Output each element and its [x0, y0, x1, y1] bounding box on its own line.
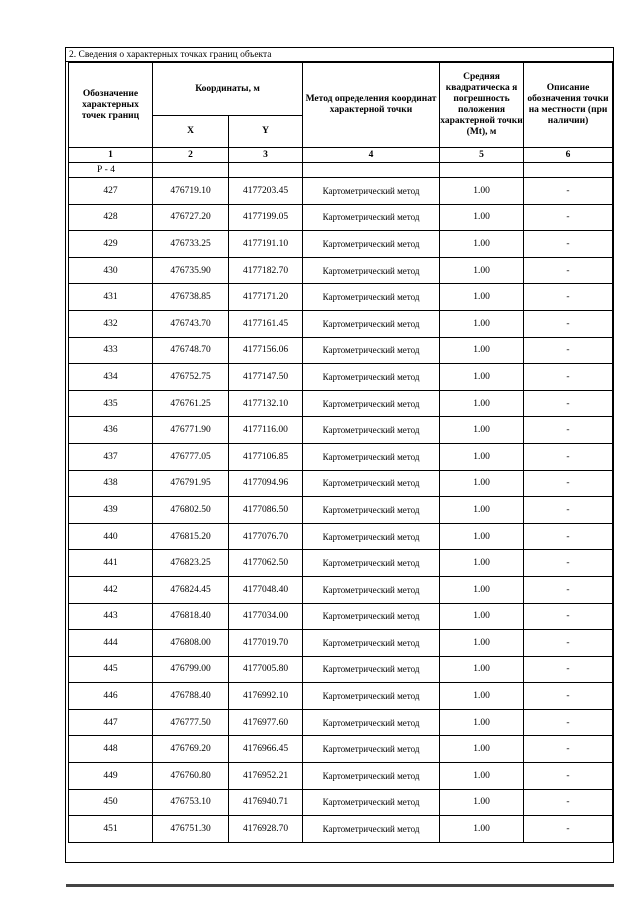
table-row: [69, 576, 613, 603]
coord-x-cell: 476733.25: [153, 231, 229, 258]
column-number: 4: [303, 148, 440, 163]
table-row: [69, 816, 613, 843]
description-cell: -: [524, 443, 613, 470]
method-cell: Картометрический метод: [303, 470, 440, 497]
coord-x-cell: 476777.05: [153, 443, 229, 470]
coord-y-cell: 4176992.10: [229, 683, 303, 710]
mean-error-cell: 1.00: [440, 364, 524, 391]
coord-y-cell: 4177147.50: [229, 364, 303, 391]
table-tail: [66, 849, 613, 862]
mean-error-cell: 1.00: [440, 470, 524, 497]
method-cell: Картометрический метод: [303, 364, 440, 391]
column-number: 3: [229, 148, 303, 163]
description-cell: -: [524, 683, 613, 710]
mean-error-cell: 1.00: [440, 709, 524, 736]
coord-x-cell: 476760.80: [153, 763, 229, 790]
header-mean-error: Средняя квадратическа я погрешность положения характерной точки (Mt), м: [440, 63, 524, 148]
table-row: [69, 683, 613, 710]
point-id-cell: 443: [69, 603, 153, 630]
description-cell: -: [524, 736, 613, 763]
point-id-cell: 429: [69, 231, 153, 258]
header-description: Описание обозначения точки на местности (при наличии): [524, 63, 613, 148]
point-id-cell: 448: [69, 736, 153, 763]
mean-error-cell: 1.00: [440, 816, 524, 843]
method-cell: Картометрический метод: [303, 204, 440, 231]
method-cell: Картометрический метод: [303, 231, 440, 258]
table-row: [69, 231, 613, 258]
description-cell: -: [524, 789, 613, 816]
coord-x-cell: 476815.20: [153, 523, 229, 550]
table-row: [69, 284, 613, 311]
point-id-cell: 438: [69, 470, 153, 497]
table-row: [69, 789, 613, 816]
description-cell: -: [524, 204, 613, 231]
mean-error-cell: 1.00: [440, 603, 524, 630]
method-cell: Картометрический метод: [303, 816, 440, 843]
table-row: [69, 390, 613, 417]
mean-error-cell: 1.00: [440, 789, 524, 816]
method-cell: Картометрический метод: [303, 284, 440, 311]
method-cell: Картометрический метод: [303, 178, 440, 205]
mean-error-cell: 1.00: [440, 257, 524, 284]
method-cell: Картометрический метод: [303, 709, 440, 736]
table-row: [69, 337, 613, 364]
mean-error-cell: 1.00: [440, 337, 524, 364]
coord-y-cell: 4176952.21: [229, 763, 303, 790]
point-id-cell: 447: [69, 709, 153, 736]
coord-y-cell: 4177034.00: [229, 603, 303, 630]
method-cell: Картометрический метод: [303, 443, 440, 470]
coord-x-cell: 476808.00: [153, 630, 229, 657]
coord-y-cell: 4177076.70: [229, 523, 303, 550]
header-y: Y: [229, 116, 303, 148]
coord-x-cell: 476818.40: [153, 603, 229, 630]
description-cell: -: [524, 178, 613, 205]
coord-y-cell: 4176977.60: [229, 709, 303, 736]
coord-x-cell: 476751.30: [153, 816, 229, 843]
table-row: [69, 257, 613, 284]
coord-y-cell: 4177019.70: [229, 630, 303, 657]
table-row: [69, 523, 613, 550]
mean-error-cell: 1.00: [440, 178, 524, 205]
description-cell: -: [524, 417, 613, 444]
description-cell: -: [524, 576, 613, 603]
method-cell: Картометрический метод: [303, 683, 440, 710]
point-id-cell: 431: [69, 284, 153, 311]
method-cell: Картометрический метод: [303, 497, 440, 524]
boundary-points-table: [68, 62, 613, 843]
coord-y-cell: 4177182.70: [229, 257, 303, 284]
table-row: [69, 763, 613, 790]
mean-error-cell: 1.00: [440, 497, 524, 524]
method-cell: Картометрический метод: [303, 576, 440, 603]
coord-x-cell: 476752.75: [153, 364, 229, 391]
point-id-cell: 427: [69, 178, 153, 205]
header-x: X: [153, 116, 229, 148]
coord-y-cell: 4177116.00: [229, 417, 303, 444]
coord-x-cell: 476753.10: [153, 789, 229, 816]
coord-y-cell: 4177094.96: [229, 470, 303, 497]
point-id-cell: 445: [69, 656, 153, 683]
mean-error-cell: 1.00: [440, 736, 524, 763]
description-cell: -: [524, 257, 613, 284]
description-cell: -: [524, 364, 613, 391]
column-number: 2: [153, 148, 229, 163]
section-title: 2. Сведения о характерных точках границ объекта: [66, 48, 613, 62]
header-method: Метод определения координат характерной точки: [303, 63, 440, 148]
coord-x-cell: 476761.25: [153, 390, 229, 417]
method-cell: Картометрический метод: [303, 417, 440, 444]
table-row: [69, 178, 613, 205]
point-id-cell: 444: [69, 630, 153, 657]
method-cell: Картометрический метод: [303, 656, 440, 683]
coord-y-cell: 4176966.45: [229, 736, 303, 763]
coord-x-cell: 476769.20: [153, 736, 229, 763]
coord-x-cell: 476771.90: [153, 417, 229, 444]
method-cell: Картометрический метод: [303, 736, 440, 763]
point-id-cell: 430: [69, 257, 153, 284]
table-row: [69, 603, 613, 630]
description-cell: -: [524, 816, 613, 843]
table-row: [69, 630, 613, 657]
description-cell: -: [524, 550, 613, 577]
method-cell: Картометрический метод: [303, 257, 440, 284]
table-row: [69, 417, 613, 444]
mean-error-cell: 1.00: [440, 550, 524, 577]
coord-x-cell: 476738.85: [153, 284, 229, 311]
description-cell: -: [524, 656, 613, 683]
coord-y-cell: 4177156.06: [229, 337, 303, 364]
header-point-designation: Обозначение характерных точек границ: [69, 63, 153, 148]
mean-error-cell: 1.00: [440, 417, 524, 444]
description-cell: -: [524, 709, 613, 736]
point-id-cell: 433: [69, 337, 153, 364]
point-id-cell: 436: [69, 417, 153, 444]
description-cell: -: [524, 390, 613, 417]
method-cell: Картометрический метод: [303, 310, 440, 337]
table-row: [69, 709, 613, 736]
mean-error-cell: 1.00: [440, 231, 524, 258]
table-row: [69, 736, 613, 763]
description-cell: -: [524, 231, 613, 258]
description-cell: -: [524, 337, 613, 364]
mean-error-cell: 1.00: [440, 284, 524, 311]
coord-x-cell: 476719.10: [153, 178, 229, 205]
mean-error-cell: 1.00: [440, 443, 524, 470]
coord-y-cell: 4177161.45: [229, 310, 303, 337]
point-id-cell: 437: [69, 443, 153, 470]
method-cell: Картометрический метод: [303, 390, 440, 417]
coord-x-cell: 476802.50: [153, 497, 229, 524]
mean-error-cell: 1.00: [440, 523, 524, 550]
point-id-cell: 434: [69, 364, 153, 391]
group-row: [69, 163, 613, 178]
method-cell: Картометрический метод: [303, 630, 440, 657]
mean-error-cell: 1.00: [440, 390, 524, 417]
coord-y-cell: 4176928.70: [229, 816, 303, 843]
coord-y-cell: 4177106.85: [229, 443, 303, 470]
point-id-cell: 441: [69, 550, 153, 577]
table-row: [69, 204, 613, 231]
coord-y-cell: 4177191.10: [229, 231, 303, 258]
coord-x-cell: 476748.70: [153, 337, 229, 364]
column-number: 6: [524, 148, 613, 163]
coord-x-cell: 476743.70: [153, 310, 229, 337]
table-row: [69, 364, 613, 391]
method-cell: Картометрический метод: [303, 603, 440, 630]
coord-y-cell: 4176940.71: [229, 789, 303, 816]
table-row: [69, 550, 613, 577]
method-cell: Картометрический метод: [303, 789, 440, 816]
description-cell: -: [524, 630, 613, 657]
point-id-cell: 440: [69, 523, 153, 550]
coord-x-cell: 476735.90: [153, 257, 229, 284]
coord-x-cell: 476824.45: [153, 576, 229, 603]
coord-x-cell: 476788.40: [153, 683, 229, 710]
mean-error-cell: 1.00: [440, 656, 524, 683]
coord-x-cell: 476823.25: [153, 550, 229, 577]
point-id-cell: 428: [69, 204, 153, 231]
method-cell: Картометрический метод: [303, 763, 440, 790]
mean-error-cell: 1.00: [440, 683, 524, 710]
description-cell: -: [524, 603, 613, 630]
description-cell: -: [524, 470, 613, 497]
column-number: 5: [440, 148, 524, 163]
coord-x-cell: 476777.50: [153, 709, 229, 736]
column-number: 1: [69, 148, 153, 163]
description-cell: -: [524, 284, 613, 311]
mean-error-cell: 1.00: [440, 763, 524, 790]
coord-y-cell: 4177199.05: [229, 204, 303, 231]
header-coordinates: Координаты, м: [153, 63, 303, 116]
point-id-cell: 450: [69, 789, 153, 816]
point-id-cell: 446: [69, 683, 153, 710]
table-row: [69, 497, 613, 524]
method-cell: Картометрический метод: [303, 550, 440, 577]
mean-error-cell: 1.00: [440, 576, 524, 603]
point-id-cell: 435: [69, 390, 153, 417]
column-number-row: [69, 148, 613, 163]
mean-error-cell: 1.00: [440, 310, 524, 337]
table-row: [69, 470, 613, 497]
point-id-cell: 451: [69, 816, 153, 843]
method-cell: Картометрический метод: [303, 523, 440, 550]
point-id-cell: 442: [69, 576, 153, 603]
coord-x-cell: 476791.95: [153, 470, 229, 497]
description-cell: -: [524, 523, 613, 550]
mean-error-cell: 1.00: [440, 204, 524, 231]
point-id-cell: 449: [69, 763, 153, 790]
coord-y-cell: 4177171.20: [229, 284, 303, 311]
coord-y-cell: 4177132.10: [229, 390, 303, 417]
coord-y-cell: 4177203.45: [229, 178, 303, 205]
table-row: [69, 310, 613, 337]
coord-y-cell: 4177086.50: [229, 497, 303, 524]
method-cell: Картометрический метод: [303, 337, 440, 364]
coord-y-cell: 4177062.50: [229, 550, 303, 577]
table-row: [69, 443, 613, 470]
point-id-cell: 432: [69, 310, 153, 337]
description-cell: -: [524, 497, 613, 524]
coord-y-cell: 4177048.40: [229, 576, 303, 603]
mean-error-cell: 1.00: [440, 630, 524, 657]
table-row: [69, 656, 613, 683]
description-cell: -: [524, 763, 613, 790]
point-id-cell: 439: [69, 497, 153, 524]
group-label: Р - 4: [69, 163, 153, 178]
coord-y-cell: 4177005.80: [229, 656, 303, 683]
footer-rule: [66, 884, 614, 887]
coord-x-cell: 476799.00: [153, 656, 229, 683]
description-cell: -: [524, 310, 613, 337]
coord-x-cell: 476727.20: [153, 204, 229, 231]
